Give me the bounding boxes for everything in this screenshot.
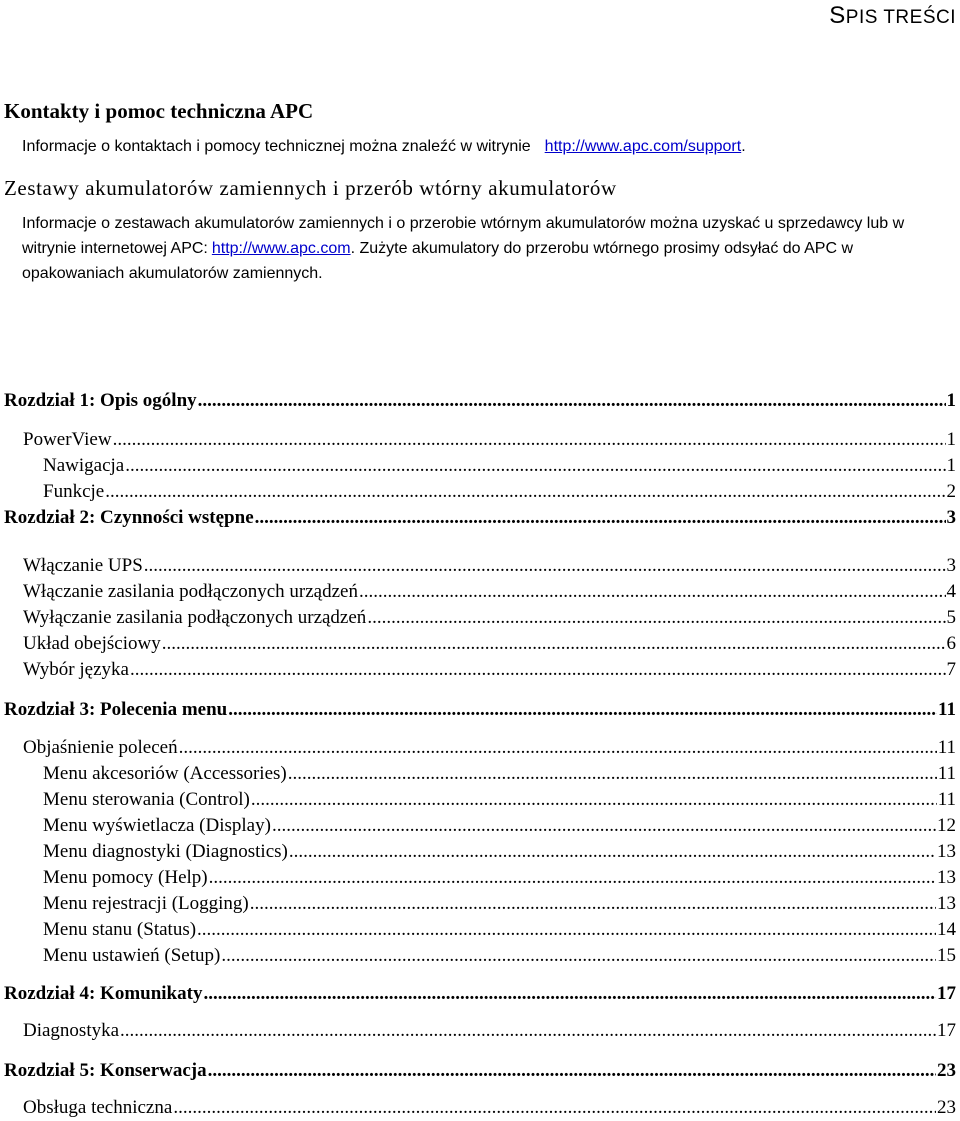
toc-dot-leader bbox=[179, 735, 937, 761]
toc-entry-title: Włączanie zasilania podłączonych urządzeń bbox=[23, 581, 358, 602]
toc-dot-leader bbox=[144, 553, 946, 579]
toc-entry[interactable] bbox=[4, 761, 956, 787]
toc-dot-leader bbox=[120, 1018, 936, 1044]
toc-entry-title: Menu sterowania (Control) bbox=[43, 789, 250, 810]
page-header bbox=[556, 2, 956, 36]
toc-entry-title: Wybór języka bbox=[23, 659, 129, 680]
toc-page-number: 1 bbox=[946, 390, 956, 411]
toc-page-number: 5 bbox=[946, 607, 956, 628]
toc-entry[interactable] bbox=[4, 427, 956, 453]
toc-page-number: 3 bbox=[946, 507, 956, 528]
toc-chapter-entry[interactable] bbox=[4, 1058, 956, 1084]
toc-entry[interactable] bbox=[4, 453, 956, 479]
toc-entry[interactable] bbox=[4, 553, 956, 579]
battery-text bbox=[4, 211, 954, 286]
toc-entry-title: Diagnostyka bbox=[23, 1020, 120, 1041]
toc-entry-title: Rozdział 1: Opis ogólny bbox=[4, 390, 197, 411]
toc-entry-title: Włączanie UPS bbox=[23, 555, 143, 576]
toc-entry-title: Wyłączanie zasilania podłączonych urządzeń bbox=[23, 607, 367, 628]
toc-dot-leader bbox=[228, 697, 937, 723]
toc-page-number: 17 bbox=[937, 1020, 956, 1041]
toc-page-number: 6 bbox=[946, 633, 956, 654]
toc-page-number: 15 bbox=[937, 945, 956, 966]
toc-page-number: 2 bbox=[946, 481, 956, 502]
toc-entry[interactable] bbox=[4, 1018, 956, 1044]
toc-dot-leader bbox=[198, 388, 946, 414]
toc-chapter-entry[interactable] bbox=[4, 388, 956, 414]
toc-entry[interactable] bbox=[4, 605, 956, 631]
toc-entry-title: Menu rejestracji (Logging) bbox=[43, 893, 249, 914]
toc-dot-leader bbox=[250, 891, 936, 917]
battery-section bbox=[4, 175, 954, 286]
toc-dot-leader bbox=[221, 943, 936, 969]
toc-entry-title: Menu stanu (Status) bbox=[43, 919, 197, 940]
toc-dot-leader bbox=[359, 579, 946, 605]
toc-dot-leader bbox=[251, 787, 937, 813]
toc-page-number: 14 bbox=[937, 919, 956, 940]
support-text bbox=[4, 134, 954, 159]
toc-page-number: 11 bbox=[937, 789, 956, 810]
toc-page-number: 12 bbox=[937, 815, 956, 836]
support-title: Kontakty i pomoc techniczna APC bbox=[4, 99, 314, 123]
toc-entry-title: Nawigacja bbox=[43, 455, 125, 476]
toc-entry-title: Menu ustawień (Setup) bbox=[43, 945, 221, 966]
toc-entry[interactable] bbox=[4, 943, 956, 969]
toc-entry[interactable] bbox=[4, 865, 956, 891]
toc-entry[interactable] bbox=[4, 657, 956, 683]
toc-entry[interactable] bbox=[4, 839, 956, 865]
toc-dot-leader bbox=[197, 917, 936, 943]
toc-entry-title: Rozdział 4: Komunikaty bbox=[4, 983, 203, 1004]
toc-page-number: 13 bbox=[937, 841, 956, 862]
toc-entry[interactable] bbox=[4, 891, 956, 917]
toc-dot-leader bbox=[162, 631, 946, 657]
toc-dot-leader bbox=[125, 453, 945, 479]
toc-dot-leader bbox=[173, 1095, 936, 1121]
toc-page-number: 13 bbox=[937, 893, 956, 914]
toc-page-number: 11 bbox=[937, 763, 956, 784]
toc-entry[interactable] bbox=[4, 813, 956, 839]
toc-dot-leader bbox=[105, 479, 945, 505]
toc-page-number: 13 bbox=[937, 867, 956, 888]
header-cap: S bbox=[829, 2, 846, 29]
toc-entry[interactable] bbox=[4, 579, 956, 605]
toc-dot-leader bbox=[288, 761, 937, 787]
toc-chapter-entry[interactable] bbox=[4, 981, 956, 1007]
support-text-end: . bbox=[741, 138, 746, 155]
toc-entry[interactable] bbox=[4, 787, 956, 813]
toc-page-number: 17 bbox=[937, 983, 956, 1004]
toc-dot-leader bbox=[367, 605, 945, 631]
apc-link[interactable]: http://www.apc.com bbox=[211, 240, 351, 257]
toc-entry-title: Rozdział 2: Czynności wstępne bbox=[4, 507, 254, 528]
header-rest: PIS TREŚCI bbox=[845, 7, 956, 28]
toc-entry-title: Menu pomocy (Help) bbox=[43, 867, 208, 888]
toc-dot-leader bbox=[113, 427, 946, 453]
toc-entry-title: Obsługa techniczna bbox=[23, 1097, 173, 1118]
toc-dot-leader bbox=[255, 505, 946, 531]
support-link[interactable]: http://www.apc.com/support bbox=[544, 138, 742, 155]
toc-entry-title: Menu akcesoriów (Accessories) bbox=[43, 763, 287, 784]
toc-entry-title: Funkcje bbox=[43, 481, 105, 502]
toc-entry[interactable] bbox=[4, 1095, 956, 1121]
toc-dot-leader bbox=[272, 813, 936, 839]
support-text-body: Informacje o kontaktach i pomocy technicznej można znaleźć w witrynie bbox=[22, 138, 531, 155]
toc-entry-title: Rozdział 3: Polecenia menu bbox=[4, 699, 228, 720]
toc-page-number: 11 bbox=[937, 737, 956, 758]
toc-dot-leader bbox=[208, 1058, 936, 1084]
toc-page-number: 11 bbox=[938, 699, 956, 720]
battery-title: Zestawy akumulatorów zamiennych i przerób wtórny akumulatorów bbox=[4, 176, 617, 200]
toc-entry[interactable] bbox=[4, 631, 956, 657]
toc-entry[interactable] bbox=[4, 735, 956, 761]
toc-entry-title: Menu diagnostyki (Diagnostics) bbox=[43, 841, 288, 862]
toc-page-number: 23 bbox=[937, 1060, 956, 1081]
toc-entry-title: PowerView bbox=[23, 429, 112, 450]
toc-entry[interactable] bbox=[4, 479, 956, 505]
toc-entry[interactable] bbox=[4, 917, 956, 943]
toc-page-number: 7 bbox=[946, 659, 956, 680]
toc-dot-leader bbox=[289, 839, 936, 865]
battery-text-before: Informacje o zestawach akumulatorów zamiennych i o przerobie wtórnym akumulatorów można uzyskać u sprzedawcy lub w witrynie internetowej APC: bbox=[22, 215, 905, 257]
toc-dot-leader bbox=[209, 865, 936, 891]
toc-entry-title: Układ obejściowy bbox=[23, 633, 161, 654]
toc-entry-title: Rozdział 5: Konserwacja bbox=[4, 1060, 207, 1081]
toc-dot-leader bbox=[130, 657, 946, 683]
support-section bbox=[4, 98, 954, 159]
toc-entry-title: Objaśnienie poleceń bbox=[23, 737, 178, 758]
toc-page-number: 3 bbox=[946, 555, 956, 576]
toc-page-number: 23 bbox=[937, 1097, 956, 1118]
battery-text-after: . Zużyte akumulatory do przerobu wtórnego prosimy odsyłać do APC w opakowaniach akumulatorów zamiennych. bbox=[22, 240, 854, 282]
toc-chapter-entry[interactable] bbox=[4, 697, 956, 723]
toc-page-number: 4 bbox=[946, 581, 956, 602]
toc-dot-leader bbox=[203, 981, 936, 1007]
toc-entry-title: Menu wyświetlacza (Display) bbox=[43, 815, 271, 836]
toc-page-number: 1 bbox=[946, 429, 956, 450]
toc-chapter-entry[interactable] bbox=[4, 505, 956, 531]
toc-page-number: 1 bbox=[946, 455, 956, 476]
